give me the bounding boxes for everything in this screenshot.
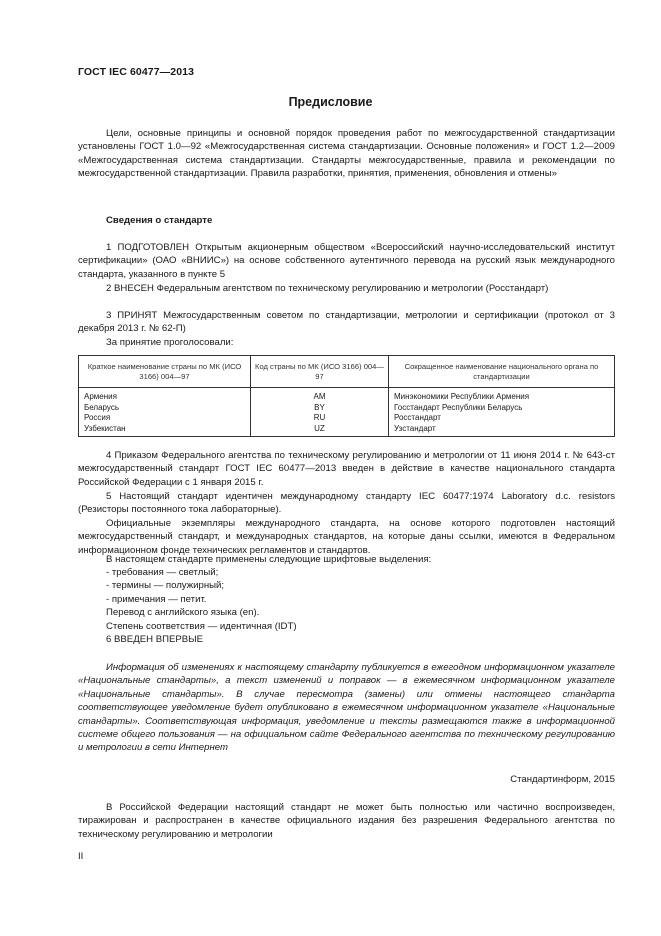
page-title: Предисловие <box>288 95 373 109</box>
item-4: 4 Приказом Федерального агентства по техническому регулированию и метрологии от 11 июня 2014 г. № 643-ст межгосударственный стандарт ГОСТ IEC 60477—2013 введен в действие в качестве национального стандарта Российской Федерации с 1 января 2015 г. <box>78 450 615 488</box>
page-number: II <box>78 851 84 862</box>
item-2: 2 ВНЕСЕН Федеральным агентством по техническому регулированию и метрологии (Росстандарт) <box>106 283 549 294</box>
countries-table <box>78 355 615 437</box>
voted-label: За принятие проголосовали: <box>106 337 234 348</box>
country-name: Беларусь <box>79 403 251 414</box>
standards-body: Госстандарт Республики Беларусь <box>389 403 615 414</box>
translation-note: Перевод с английского языка (en). <box>106 607 260 618</box>
table-header-body: Сокращенное наименование национального органа по стандартизации <box>389 356 615 388</box>
table-row <box>79 424 615 437</box>
standards-body: Росстандарт <box>389 413 615 424</box>
official-copies-paragraph: Официальные экземпляры международного стандарта, на основе которого подготовлен настоящий межгосударственный стандарт, и международных стандартов, на которые даны ссылки, имеются в Федеральном информационном фонде технических регламентов и стандартов. <box>78 518 615 556</box>
table-row <box>79 413 615 424</box>
country-code: AM <box>251 388 389 403</box>
font-style-item: - термины — полужирный; <box>106 580 225 591</box>
item-6: 6 ВВЕДЕН ВПЕРВЫЕ <box>106 634 204 645</box>
country-name: Россия <box>79 413 251 424</box>
info-heading: Сведения о стандарте <box>106 215 213 226</box>
standards-body: Узстандарт <box>389 424 615 437</box>
country-code: RU <box>251 413 389 424</box>
font-style-item: - примечания — петит. <box>106 594 207 605</box>
table-row <box>79 388 615 403</box>
table-header-country: Краткое наименование страны по МК (ИСО 3166) 004—97 <box>79 356 251 388</box>
fonts-intro: В настоящем стандарте применены следующие шрифтовые выделения: <box>106 554 432 565</box>
copyright-paragraph: В Российской Федерации настоящий стандарт не может быть полностью или частично воспроизведен, тиражирован и распространен в качестве официального издания без разрешения Федерального агентства по техническому регулированию и метрологии <box>78 802 615 840</box>
compliance-degree: Степень соответствия — идентичная (IDT) <box>106 621 297 632</box>
item-3: 3 ПРИНЯТ Межгосударственным советом по стандартизации, метрологии и сертификации (протокол от 3 декабря 2013 г. № 62-П) <box>78 310 615 335</box>
country-name: Армения <box>79 388 251 403</box>
changes-info-paragraph: Информация об изменениях к настоящему стандарту публикуется в ежегодном информационном указателе «Национальные стандарты», а текст изменений и поправок — в ежемесячном информационном указателе «Национальные стандарты». В случае пересмотра (замены) или отмены настоящего стандарта соответствующее уведомление будет опубликовано в ежемесячном информационном указателе «Национальные стандарты». Соответствующая информация, уведомление и тексты размещаются также в информационной системе общего пользования — на официальном сайте Федерального агентства по техническому регулированию и метрологии в сети Интернет <box>78 662 615 754</box>
standards-body: Минэкономики Республики Армения <box>389 388 615 403</box>
publisher-line: Стандартинформ, 2015 <box>510 774 615 785</box>
item-1: 1 ПОДГОТОВЛЕН Открытым акционерным обществом «Всероссийский научно-исследовательский институт сертификации» (ОАО «ВНИИС») на основе собственного аутентичного перевода на русский язык международного стандарта, указанного в пункте 5 <box>78 242 615 280</box>
table-row <box>79 403 615 414</box>
country-name: Узбекистан <box>79 424 251 437</box>
intro-paragraph: Цели, основные принципы и основной порядок проведения работ по межгосударственной стандартизации установлены ГОСТ 1.0—92 «Межгосударственная система стандартизации. Основные положения» и ГОСТ 1.2—2009 «Межгосударственная система стандартизации. Стандарты межгосударственные, правила и рекомендации по межгосударственной стандартизации. Правила разработки, принятия, применения, обновления и отмены» <box>78 128 615 180</box>
country-code: UZ <box>251 424 389 437</box>
country-code: BY <box>251 403 389 414</box>
table-header-code: Код страны по МК (ИСО 3166) 004—97 <box>251 356 389 388</box>
font-style-item: - требования — светлый; <box>106 567 219 578</box>
item-5: 5 Настоящий стандарт идентичен международному стандарту IEC 60477:1974 Laboratory d.c. resistors (Резисторы постоянного тока лабораторные). <box>78 491 615 516</box>
document-id: ГОСТ IEC 60477—2013 <box>78 66 195 78</box>
